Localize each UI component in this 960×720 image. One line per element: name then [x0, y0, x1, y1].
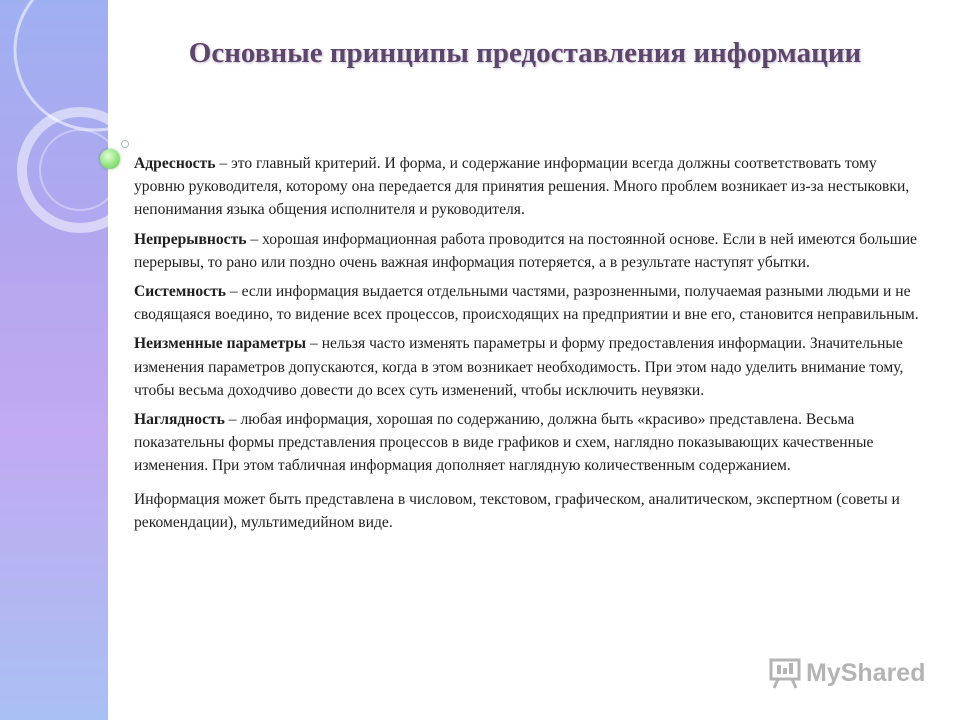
paragraph-clarity — [134, 408, 924, 478]
small-dot-icon — [121, 140, 129, 148]
paragraph-systematic — [134, 280, 924, 326]
paragraph-term: Адресность — [134, 155, 216, 172]
paragraph-term: Непрерывность — [134, 230, 247, 248]
presentation-icon — [768, 657, 802, 689]
paragraph-text: – хорошая информационная работа проводится на постоянной основе. Если в ней имеются большие перерывы, то рано или поздно очень важная информация потеряется, а в результате наступят убытки. — [134, 230, 917, 271]
paragraph-text: – это главный критерий. И форма, и содержание информации всегда должны соответствовать тому уровню руководителя, которому она передается для принятия решения. Много проблем возникает из-за нестыковки, непонимания языка общения исполнителя и руководителя. — [134, 155, 910, 219]
paragraph-parameters — [134, 332, 924, 402]
watermark-logo — [768, 656, 925, 690]
paragraph-addressability — [134, 152, 924, 222]
bullet-icon — [100, 149, 120, 169]
paragraph-text: – нельзя часто изменять параметры и форму предоставления информации. Значительные изменения параметров допускаются, когда в этом возникает необходимость. При этом надо уделить внимание тому, чтобы весьма доходчиво довести до всех суть изменений, чтобы исключить неувязки. — [134, 335, 904, 399]
paragraph-term: Неизменные параметры — [134, 335, 307, 353]
slide-title: Основные принципы предоставления информации — [188, 37, 862, 69]
paragraph-text: – если информация выдается отдельными частями, разрозненными, получаемая разными людьми и не сводящаяся воедино, то видение всех процессов, происходящих на предприятии и вне его, становится неправильным. — [134, 283, 919, 324]
paragraph-term: Системность — [134, 283, 226, 301]
paragraph-continuity — [134, 228, 924, 274]
slide-content — [134, 152, 924, 540]
paragraph-final: Информация может быть представлена в числовом, текстовом, графическом, аналитическом, экспертном (советы и рекомендации), мультимедийном виде. — [134, 490, 900, 531]
watermark-text: MyShared — [806, 658, 926, 687]
paragraph-term: Наглядность — [134, 411, 225, 429]
paragraph-text: – любая информация, хорошая по содержанию, должна быть «красиво» представлена. Весьма показательны формы представления процессов в виде графиков и схем, наглядно показывающих качественные изменения. При этом табличная информация дополняет наглядную количественным содержанием. — [134, 411, 874, 475]
